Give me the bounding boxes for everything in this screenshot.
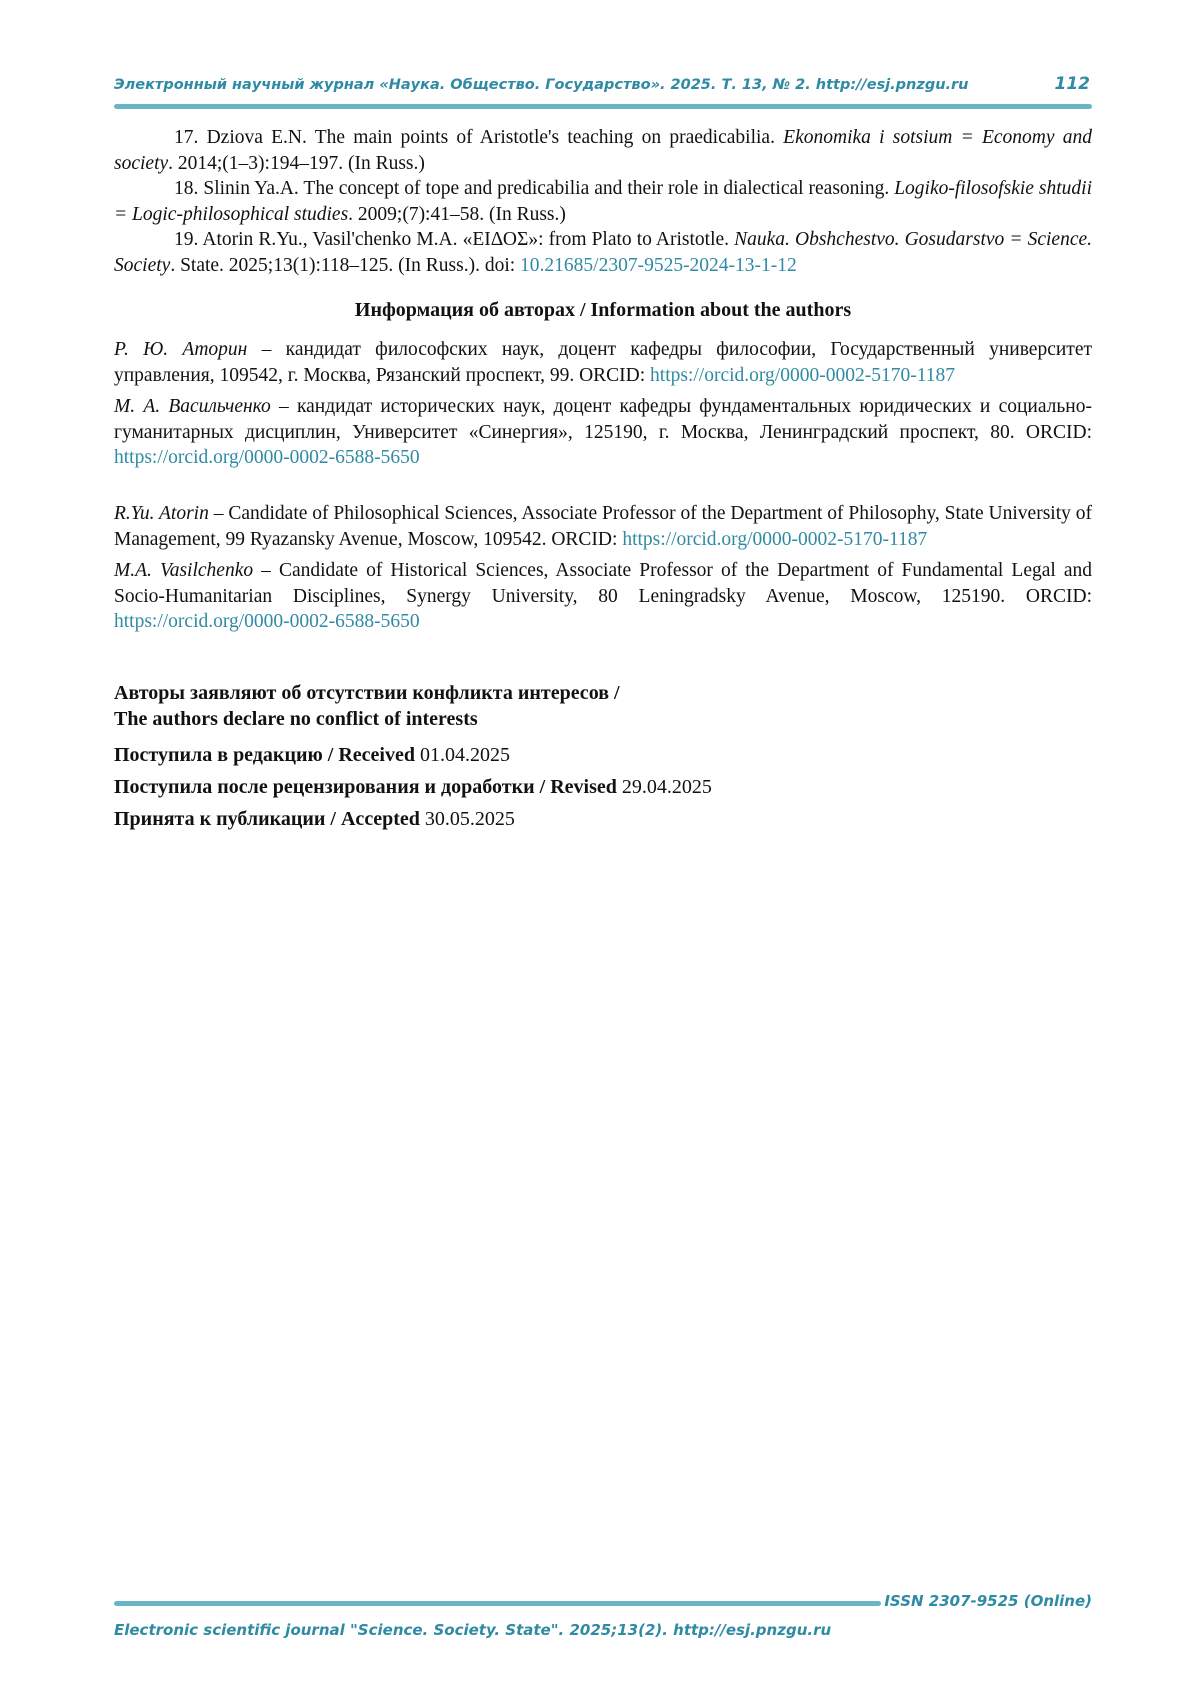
- orcid-link[interactable]: https://orcid.org/0000-0002-5170-1187: [622, 528, 928, 550]
- footer-issn: ISSN 2307-9525 (Online): [884, 1592, 1092, 1610]
- conflict-line-en: The authors declare no conflict of interests: [114, 708, 478, 730]
- authors-en: [114, 501, 1092, 641]
- orcid-link[interactable]: https://orcid.org/0000-0002-6588-5650: [114, 447, 420, 468]
- author-entry: [114, 501, 1092, 552]
- reference-source: Logiko-filosofskie shtudii = Logic-philosophical studies: [114, 178, 1092, 225]
- reference-text: Slinin Ya.A. The concept of tope and predicabilia and their role in dialectical reasoning.: [198, 178, 895, 199]
- accepted-value: 30.05.2025: [419, 808, 515, 830]
- reference-source: Nauka. Obshchestvo. Gosudarstvo = Science. Society: [114, 229, 1093, 276]
- header-rule: [114, 104, 1092, 109]
- reference-details: . State. 2025;13(1):118–125. (In Russ.). doi:: [170, 254, 521, 276]
- author-entry: [114, 394, 1092, 471]
- reference-text: Atorin R.Yu., Vasil'chenko M.A. «ΕΙΔΟΣ»: from Plato to Aristotle.: [198, 229, 735, 250]
- footer-rule: [114, 1601, 881, 1606]
- footer-journal: Electronic scientific journal "Science. Society. State". 2025;13(2). http://esj.pnzgu.ru: [114, 1621, 832, 1639]
- doi-link[interactable]: 10.21685/2307-9525-2024-13-1-12: [520, 254, 797, 276]
- author-bio: – кандидат философских наук, доцент кафедры философии, Государственный университет управления, 109542, г. Москва, Рязанский проспект, 99. ORCID:: [114, 339, 1092, 386]
- reference-number: 17.: [174, 127, 199, 148]
- reference-item: [114, 176, 1092, 227]
- reference-item: [114, 227, 1092, 278]
- conflict-line-ru: Авторы заявляют об отсутствии конфликта интересов /: [114, 682, 620, 704]
- page-number: 112: [1054, 74, 1090, 94]
- conflict-statement: [114, 680, 1092, 732]
- accepted-date: [114, 808, 515, 831]
- references-list: [114, 125, 1092, 278]
- authors-ru: [114, 337, 1092, 477]
- revised-value: 29.04.2025: [616, 776, 712, 798]
- authors-section-title: Информация об авторах / Information about the authors: [354, 299, 852, 321]
- revised-label: Поступила после рецензирования и доработки / Revised: [114, 776, 617, 798]
- received-label: Поступила в редакцию / Received: [114, 744, 415, 766]
- page-header: [114, 74, 1092, 96]
- author-bio: – Candidate of Philosophical Sciences, Associate Professor of the Department of Philosophy, State University of Management, 99 Ryazansky Avenue, Moscow, 109542. ORCID:: [114, 503, 1092, 550]
- author-entry: [114, 558, 1092, 635]
- author-name: R.Yu. Atorin: [114, 503, 209, 524]
- accepted-label: Принята к публикации / Accepted: [114, 808, 420, 830]
- author-bio: – кандидат исторических наук, доцент кафедры фундаментальных юридических и социально-гуманитарных дисциплин, Университет «Синергия», 125190, г. Москва, Ленинградский проспект, 80. ORCID:: [114, 396, 1092, 443]
- reference-number: 18.: [174, 178, 199, 199]
- received-date: [114, 744, 510, 767]
- author-name: Р. Ю. Аторин: [114, 339, 248, 360]
- author-entry: [114, 337, 1092, 388]
- revised-date: [114, 776, 712, 799]
- author-name: М. А. Васильченко: [114, 396, 271, 417]
- received-value: 01.04.2025: [414, 744, 510, 766]
- reference-details: . 2009;(7):41–58. (In Russ.): [348, 203, 566, 225]
- orcid-link[interactable]: https://orcid.org/0000-0002-6588-5650: [114, 611, 420, 632]
- reference-text: Dziova E.N. The main points of Aristotle's teaching on praedicabilia.: [198, 127, 784, 148]
- author-bio: – Candidate of Historical Sciences, Associate Professor of the Department of Fundamental Legal and Socio-Humanitarian Disciplines, Synergy University, 80 Leningradsky Avenue, Moscow, 125190. ORCID:: [114, 560, 1092, 607]
- journal-header-text: Электронный научный журнал «Наука. Общество. Государство». 2025. Т. 13, № 2. http://esj.pnzgu.ru: [114, 77, 969, 93]
- reference-source: Ekonomika i sotsium = Economy and society: [114, 127, 1092, 174]
- reference-number: 19.: [174, 229, 199, 250]
- reference-item: [114, 125, 1092, 176]
- reference-details: . 2014;(1–3):194–197. (In Russ.): [168, 152, 425, 174]
- orcid-link[interactable]: https://orcid.org/0000-0002-5170-1187: [650, 364, 955, 386]
- author-name: M.A. Vasilchenko: [114, 560, 254, 581]
